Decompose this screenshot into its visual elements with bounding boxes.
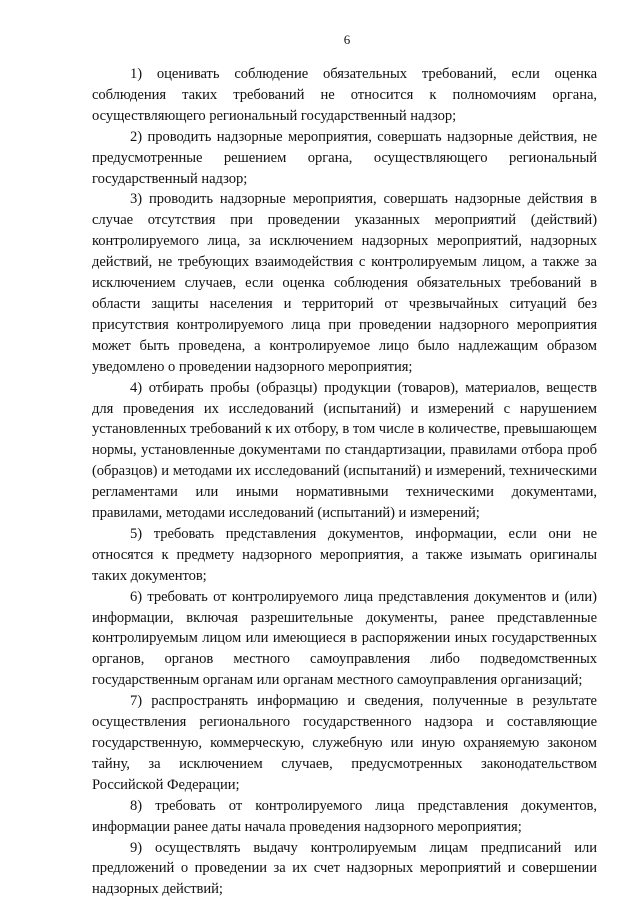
list-item-7: 7) распространять информацию и сведения, полученные в результате осуществления регионального государственного надзора и составляющие государственную, коммерческую, служебную или иную охраняемую законом тайну, за исключением случаев, предусмотренных законодательством Российской Федерации; bbox=[92, 693, 597, 793]
list-item-9: 9) осуществлять выдачу контролируемым лицам предписаний или предложений о проведении за их счет надзорных мероприятий и совершении надзорных действий; bbox=[92, 839, 597, 898]
page-number: 6 bbox=[343, 32, 351, 47]
list-item-2: 2) проводить надзорные мероприятия, совершать надзорные действия, не предусмотренные решением органа, осуществляющего региональный государственный надзор; bbox=[92, 128, 597, 187]
list-item-6: 6) требовать от контролируемого лица представления документов и (или) информации, включая разрешительные документы, ранее представленные контролируемым лицом или имеющиеся в распоряжении иных государственных органов, органов местного самоуправления либо подведомственных государственным органам или органам местного самоуправления организаций; bbox=[92, 588, 597, 689]
document-page bbox=[92, 32, 597, 900]
list-item-5: 5) требовать представления документов, информации, если они не относятся к предмету надзорного мероприятия, а также изымать оригиналы таких документов; bbox=[92, 525, 597, 584]
list-item-4: 4) отбирать пробы (образцы) продукции (товаров), материалов, веществ для проведения их исследований (испытаний) и измерений с нарушением установленных требований к их отбору, в том числе в количестве, превышающем нормы, установленные документами по стандартизации, правилами отбора проб (образцов) и методами их исследований (испытаний) и измерений, техническими регламентами или иными нормативными техническими документами, правилами, методами исследований (испытаний) и измерений; bbox=[92, 379, 597, 522]
list-item-1: 1) оценивать соблюдение обязательных требований, если оценка соблюдения таких требований не относится к полномочиям органа, осуществляющего региональный государственный надзор; bbox=[92, 66, 597, 124]
list-item-3: 3) проводить надзорные мероприятия, совершать надзорные действия в случае отсутствия при проведении указанных мероприятий (действий) контролируемого лица, за исключением надзорных мероприятий, надзорных действий, не требующих взаимодействия с контролируемым лицом, а также за исключением случаев, если оценка соблюдения обязательных требований в области защиты населения и территорий от чрезвычайных ситуаций без присутствия контролируемого лица при проведении надзорного мероприятия может быть проведена, а контролируемое лицо было надлежащим образом уведомлено о проведении надзорного мероприятия; bbox=[92, 191, 597, 375]
list-item-8: 8) требовать от контролируемого лица представления документов, информации ранее даты начала проведения надзорного мероприятия; bbox=[92, 797, 597, 835]
